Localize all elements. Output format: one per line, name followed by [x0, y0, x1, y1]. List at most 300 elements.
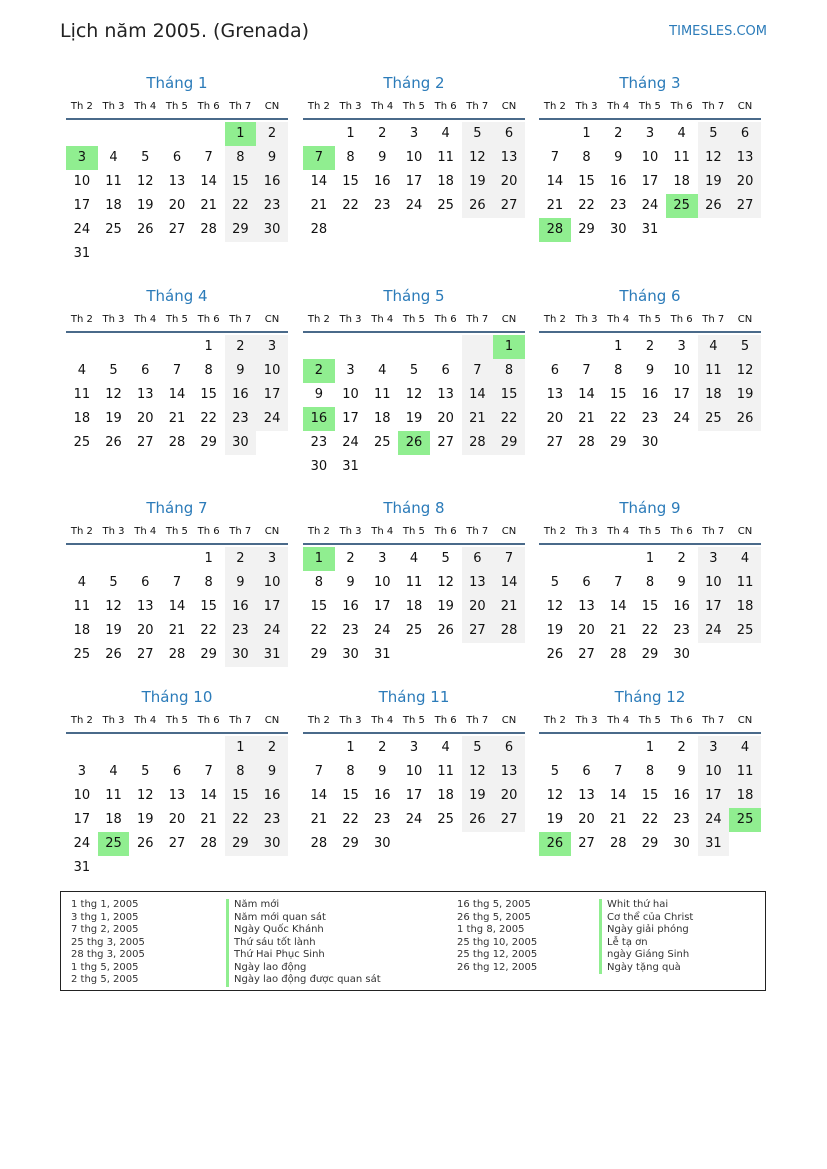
month-title: Tháng 5: [383, 287, 445, 305]
day-cell: 15: [578, 174, 595, 189]
legend-date: 1 thg 1, 2005: [71, 899, 139, 910]
day-cell: 1: [204, 339, 213, 354]
weekday-label: Th 6: [197, 314, 220, 325]
month-title: Tháng 4: [146, 287, 208, 305]
day-cell: 6: [172, 764, 182, 779]
weekday-label: Th 5: [165, 314, 188, 325]
weekday-label: Th 3: [339, 101, 362, 112]
empty-cell: [129, 547, 161, 571]
day-cell: 14: [310, 788, 328, 803]
weekday-label: Th 2: [307, 526, 330, 537]
day-cell: 26: [136, 222, 154, 237]
day-cell: 30: [225, 431, 257, 455]
day-cell: 27: [729, 194, 761, 218]
day-cell: 29: [641, 647, 659, 662]
day-cell: 30: [256, 218, 288, 242]
day-cell: 30: [641, 435, 659, 450]
day-grid: [66, 547, 288, 667]
day-cell: 21: [200, 198, 217, 213]
holiday-day-cell: 25: [729, 808, 761, 832]
empty-cell: [398, 335, 430, 359]
day-cell: 13: [462, 571, 494, 595]
day-cell: 21: [546, 198, 564, 213]
day-cell: 19: [105, 411, 122, 426]
day-cell: 14: [310, 174, 328, 189]
day-cell: 30: [609, 222, 627, 237]
day-cell: 26: [105, 647, 122, 662]
day-cell: 30: [342, 647, 359, 662]
day-cell: 17: [673, 387, 690, 402]
day-cell: 26: [546, 647, 564, 662]
legend-date: 2 thg 5, 2005: [71, 974, 139, 985]
day-cell: 3: [698, 736, 730, 760]
day-cell: 24: [256, 407, 288, 431]
day-cell: 30: [673, 836, 690, 851]
holiday-day-cell: 28: [539, 218, 571, 242]
day-cell: 28: [310, 222, 328, 237]
day-cell: 3: [677, 339, 686, 354]
day-cell: 9: [378, 150, 387, 165]
weekday-label: Th 2: [307, 715, 330, 726]
day-cell: 29: [225, 218, 257, 242]
day-cell: 27: [578, 836, 595, 851]
day-cell: 12: [136, 174, 154, 189]
day-cell: 28: [200, 222, 217, 237]
day-cell: 17: [698, 595, 730, 619]
weekday-label: Th 7: [229, 526, 252, 537]
day-cell: 13: [578, 599, 595, 614]
weekday-label: Th 4: [607, 314, 630, 325]
weekday-label: CN: [501, 715, 517, 726]
legend-holiday-name: Ngày giải phóng: [599, 924, 693, 937]
day-cell: 19: [405, 411, 423, 426]
day-cell: 3: [256, 335, 288, 359]
day-cell: 12: [105, 599, 122, 614]
month-11: [303, 686, 525, 856]
day-cell: 26: [698, 194, 730, 218]
day-cell: 6: [582, 764, 591, 779]
day-cell: 9: [378, 764, 387, 779]
weekday-label: Th 7: [702, 314, 725, 325]
day-cell: 4: [77, 575, 86, 590]
day-cell: 3: [698, 547, 730, 571]
weekday-label: Th 5: [638, 314, 661, 325]
legend-date: 1 thg 5, 2005: [71, 961, 139, 973]
legend-right-dates: [457, 899, 537, 974]
day-grid: [303, 547, 525, 667]
day-cell: 1: [346, 126, 355, 141]
day-cell: 8: [204, 363, 213, 378]
day-grid: [66, 335, 288, 455]
empty-cell: [98, 547, 130, 571]
day-cell: 16: [256, 784, 288, 808]
legend-left-dates: [71, 899, 145, 987]
day-grid: [539, 736, 761, 856]
day-cell: 21: [168, 411, 186, 426]
weekday-label: Th 7: [466, 314, 489, 325]
day-cell: 29: [578, 222, 595, 237]
empty-cell: [129, 122, 161, 146]
day-cell: 30: [673, 647, 690, 662]
day-cell: 9: [645, 363, 655, 378]
weekday-label: Th 2: [543, 715, 566, 726]
day-cell: 7: [493, 547, 525, 571]
day-cell: 20: [136, 411, 154, 426]
day-cell: 11: [698, 359, 730, 383]
day-cell: 4: [109, 150, 118, 165]
day-cell: 14: [493, 571, 525, 595]
day-cell: 16: [342, 599, 359, 614]
empty-cell: [129, 736, 161, 760]
weekday-header: [303, 521, 525, 545]
day-cell: 31: [256, 643, 288, 667]
day-cell: 17: [73, 812, 91, 827]
day-cell: 31: [698, 832, 730, 856]
day-cell: 27: [462, 619, 494, 643]
day-cell: 8: [582, 150, 591, 165]
day-cell: 24: [373, 623, 391, 638]
day-cell: 6: [582, 575, 591, 590]
day-cell: 31: [373, 647, 391, 662]
day-cell: 3: [378, 551, 387, 566]
day-grid: [303, 736, 525, 856]
day-cell: 22: [310, 623, 328, 638]
day-cell: 2: [256, 736, 288, 760]
day-cell: 24: [698, 808, 730, 832]
day-cell: 2: [225, 335, 257, 359]
weekday-label: Th 6: [197, 101, 220, 112]
day-cell: 23: [256, 194, 288, 218]
day-cell: 5: [441, 551, 450, 566]
day-cell: 15: [641, 599, 659, 614]
weekday-label: Th 4: [371, 526, 394, 537]
day-cell: 22: [493, 407, 525, 431]
weekday-label: Th 2: [70, 526, 93, 537]
day-cell: 18: [437, 788, 454, 803]
day-cell: 8: [614, 363, 623, 378]
weekday-label: CN: [501, 526, 517, 537]
weekday-label: Th 6: [434, 715, 457, 726]
empty-cell: [335, 335, 367, 359]
day-cell: 15: [200, 599, 217, 614]
day-cell: 18: [373, 411, 391, 426]
day-cell: 2: [378, 126, 387, 141]
legend-date: 25 thg 10, 2005: [457, 936, 538, 948]
day-cell: 1: [645, 551, 655, 566]
day-cell: 2: [256, 122, 288, 146]
day-cell: 15: [641, 788, 659, 803]
holiday-day-cell: 7: [303, 146, 335, 170]
day-cell: 2: [677, 551, 686, 566]
day-cell: 7: [582, 363, 591, 378]
day-cell: 28: [609, 647, 627, 662]
legend-date: 7 thg 2, 2005: [71, 924, 139, 935]
weekday-label: Th 3: [102, 715, 125, 726]
day-cell: 30: [373, 836, 391, 851]
weekday-header: [539, 521, 761, 545]
empty-cell: [602, 736, 634, 760]
day-cell: 22: [225, 194, 257, 218]
day-cell: 7: [204, 764, 213, 779]
day-cell: 26: [437, 623, 454, 638]
day-cell: 23: [310, 435, 328, 450]
day-cell: 14: [200, 788, 217, 803]
empty-cell: [539, 736, 571, 760]
legend-date: 1 thg 8, 2005: [457, 924, 525, 935]
day-cell: 9: [346, 575, 355, 590]
day-cell: 29: [609, 435, 627, 450]
empty-cell: [161, 736, 193, 760]
day-cell: 25: [698, 407, 730, 431]
day-cell: 3: [77, 764, 86, 779]
day-cell: 2: [677, 740, 686, 755]
day-cell: 15: [225, 784, 257, 808]
day-cell: 18: [73, 623, 91, 638]
weekday-label: Th 6: [434, 101, 457, 112]
legend-holiday-name: Whit thứ hai: [599, 899, 693, 912]
holiday-day-cell: 1: [493, 335, 525, 359]
day-cell: 16: [225, 383, 257, 407]
holiday-day-cell: 16: [303, 407, 335, 431]
day-cell: 11: [729, 760, 761, 784]
day-cell: 7: [172, 363, 182, 378]
day-cell: 27: [437, 435, 454, 450]
day-cell: 19: [546, 812, 564, 827]
month-3: [539, 72, 761, 242]
day-cell: 22: [609, 411, 627, 426]
day-cell: 26: [136, 836, 154, 851]
day-cell: 24: [641, 198, 659, 213]
day-cell: 4: [698, 335, 730, 359]
day-cell: 17: [73, 198, 91, 213]
day-cell: 28: [609, 836, 627, 851]
empty-cell: [66, 122, 98, 146]
weekday-label: Th 5: [402, 526, 425, 537]
legend-date: 26 thg 12, 2005: [457, 961, 538, 973]
weekday-label: Th 5: [638, 526, 661, 537]
day-cell: 14: [462, 383, 494, 407]
day-cell: 15: [200, 387, 217, 402]
day-cell: 14: [609, 599, 627, 614]
weekday-label: Th 3: [102, 101, 125, 112]
legend-date: 16 thg 5, 2005: [457, 899, 531, 910]
day-cell: 21: [493, 595, 525, 619]
day-cell: 13: [546, 387, 564, 402]
day-cell: 18: [673, 174, 690, 189]
day-cell: 6: [729, 122, 761, 146]
day-grid: [539, 122, 761, 242]
weekday-label: Th 5: [638, 715, 661, 726]
day-cell: 25: [729, 619, 761, 643]
legend-right-names: [599, 899, 693, 974]
month-2: [303, 72, 525, 242]
legend-holiday-name: Ngày Quốc Khánh: [226, 924, 381, 937]
empty-cell: [193, 122, 225, 146]
day-cell: 10: [342, 387, 359, 402]
day-cell: 19: [136, 812, 154, 827]
day-cell: 20: [729, 170, 761, 194]
month-title: Tháng 9: [619, 499, 681, 517]
day-cell: 11: [73, 387, 91, 402]
day-cell: 11: [73, 599, 91, 614]
day-cell: 23: [673, 623, 690, 638]
day-cell: 10: [673, 363, 690, 378]
day-cell: 27: [578, 647, 595, 662]
month-10: [66, 686, 288, 880]
weekday-label: Th 7: [229, 101, 252, 112]
day-cell: 20: [546, 411, 564, 426]
day-cell: 12: [105, 387, 122, 402]
legend-date: 28 thg 3, 2005: [71, 949, 145, 960]
day-cell: 17: [256, 383, 288, 407]
legend-holiday-name: Cơ thể của Christ: [599, 912, 693, 925]
day-cell: 10: [698, 760, 730, 784]
day-cell: 25: [437, 812, 454, 827]
day-cell: 11: [729, 571, 761, 595]
weekday-header: [66, 521, 288, 545]
day-cell: 18: [729, 784, 761, 808]
legend-date: 3 thg 1, 2005: [71, 911, 139, 923]
month-title: Tháng 11: [378, 688, 450, 706]
day-cell: 9: [677, 764, 686, 779]
day-cell: 10: [73, 174, 91, 189]
day-cell: 24: [673, 411, 690, 426]
empty-cell: [303, 122, 335, 146]
day-cell: 4: [729, 736, 761, 760]
weekday-header: [66, 710, 288, 734]
day-cell: 22: [200, 411, 217, 426]
day-cell: 21: [168, 623, 186, 638]
empty-cell: [98, 122, 130, 146]
weekday-label: Th 3: [339, 715, 362, 726]
day-cell: 2: [614, 126, 623, 141]
day-cell: 12: [405, 387, 423, 402]
empty-cell: [161, 547, 193, 571]
month-6: [539, 285, 761, 455]
day-cell: 8: [314, 575, 323, 590]
weekday-label: CN: [737, 526, 753, 537]
empty-cell: [303, 736, 335, 760]
day-cell: 6: [441, 363, 450, 378]
day-cell: 28: [462, 431, 494, 455]
legend-holiday-name: Năm mới: [226, 899, 381, 912]
day-cell: 25: [437, 198, 454, 213]
holiday-day-cell: 25: [666, 194, 698, 218]
day-cell: 9: [677, 575, 686, 590]
day-cell: 20: [168, 812, 186, 827]
weekday-label: CN: [264, 101, 280, 112]
weekday-label: Th 2: [70, 715, 93, 726]
day-cell: 28: [168, 435, 186, 450]
month-4: [66, 285, 288, 455]
weekday-label: Th 6: [670, 314, 693, 325]
day-cell: 14: [578, 387, 595, 402]
day-cell: 11: [437, 150, 454, 165]
day-cell: 27: [136, 435, 154, 450]
day-cell: 18: [105, 812, 122, 827]
day-cell: 18: [437, 174, 454, 189]
day-cell: 23: [342, 623, 359, 638]
weekday-header: [539, 710, 761, 734]
empty-cell: [161, 335, 193, 359]
day-grid: [66, 736, 288, 880]
day-cell: 24: [256, 619, 288, 643]
day-cell: 7: [314, 764, 323, 779]
day-cell: 9: [225, 571, 257, 595]
day-cell: 7: [614, 575, 623, 590]
weekday-label: Th 6: [670, 715, 693, 726]
day-grid: [539, 547, 761, 667]
brand-link[interactable]: TIMESLES.COM: [669, 24, 767, 39]
day-cell: 14: [609, 788, 627, 803]
day-cell: 5: [141, 764, 150, 779]
day-cell: 28: [493, 619, 525, 643]
day-cell: 5: [462, 736, 494, 760]
day-cell: 26: [729, 407, 761, 431]
day-cell: 8: [204, 575, 213, 590]
day-cell: 6: [550, 363, 559, 378]
weekday-label: CN: [264, 526, 280, 537]
day-cell: 12: [698, 146, 730, 170]
weekday-label: Th 5: [638, 101, 661, 112]
weekday-label: Th 7: [702, 526, 725, 537]
weekday-label: Th 5: [165, 715, 188, 726]
empty-cell: [571, 736, 603, 760]
day-cell: 22: [578, 198, 595, 213]
day-cell: 16: [373, 788, 391, 803]
weekday-header: [66, 96, 288, 120]
day-cell: 22: [225, 808, 257, 832]
day-cell: 10: [698, 571, 730, 595]
day-cell: 29: [342, 836, 359, 851]
weekday-label: Th 3: [575, 314, 598, 325]
day-cell: 16: [373, 174, 391, 189]
day-cell: 28: [310, 836, 328, 851]
day-cell: 30: [225, 643, 257, 667]
day-cell: 3: [256, 547, 288, 571]
weekday-label: Th 2: [543, 101, 566, 112]
day-cell: 5: [550, 764, 559, 779]
day-cell: 5: [141, 150, 150, 165]
day-cell: 4: [441, 126, 450, 141]
empty-cell: [539, 122, 571, 146]
weekday-label: Th 4: [134, 526, 157, 537]
day-cell: 5: [462, 122, 494, 146]
day-cell: 12: [136, 788, 154, 803]
day-cell: 24: [405, 812, 423, 827]
month-7: [66, 497, 288, 667]
day-cell: 4: [378, 363, 387, 378]
holiday-day-cell: 1: [303, 547, 335, 571]
weekday-label: Th 4: [607, 101, 630, 112]
day-cell: 12: [462, 760, 494, 784]
month-8: [303, 497, 525, 667]
day-grid: [66, 122, 288, 266]
legend-holiday-name: ngày Giáng Sinh: [599, 949, 693, 962]
day-cell: 18: [729, 595, 761, 619]
legend-left-names: [226, 899, 381, 987]
day-cell: 27: [493, 808, 525, 832]
day-cell: 11: [405, 575, 423, 590]
weekday-label: Th 3: [575, 101, 598, 112]
day-cell: 31: [342, 459, 359, 474]
legend-holiday-name: Năm mới quan sát: [226, 912, 381, 925]
day-cell: 10: [256, 359, 288, 383]
day-cell: 3: [409, 126, 419, 141]
day-cell: 25: [73, 435, 91, 450]
day-cell: 25: [373, 435, 391, 450]
day-cell: 15: [310, 599, 328, 614]
